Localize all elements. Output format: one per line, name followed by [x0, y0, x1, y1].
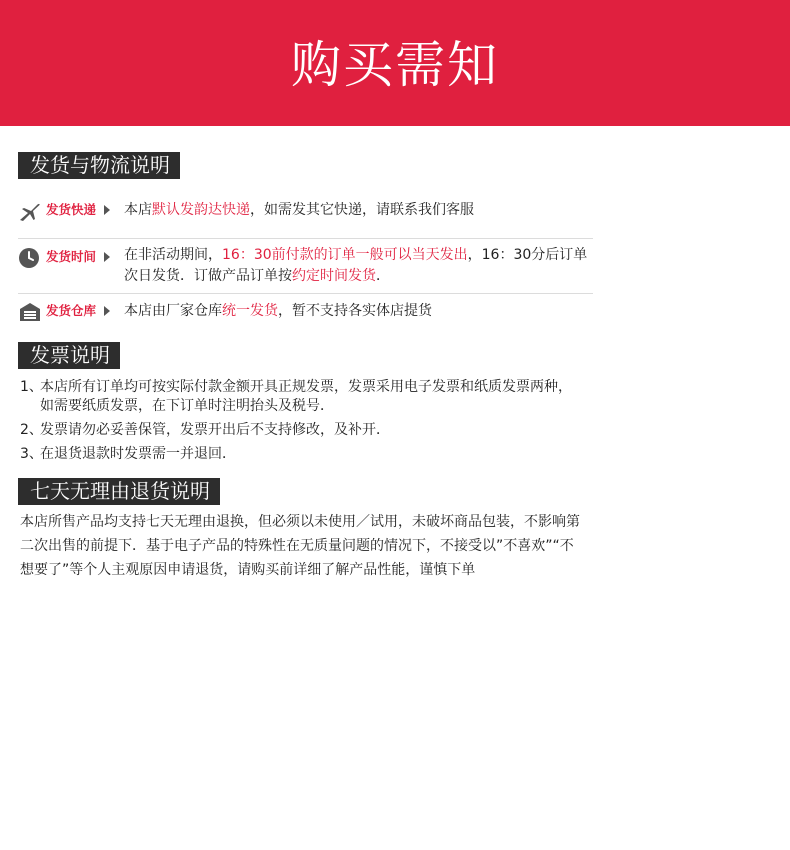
divider — [18, 293, 593, 294]
list-item: 1、 本店所有订单均可按实际付款金额开具正规发票，发票采用电子发票和纸质发票两种，如需要纸质发票，在下订单时注明抬头及税号． — [20, 379, 572, 414]
list-item: 2、 发票请勿必妥善保管，发票开出后不支持修改，及补开． — [20, 422, 390, 438]
banner — [0, 0, 790, 126]
arrow-right-icon — [104, 205, 110, 215]
section-header-shipping: 发货与物流说明 — [18, 152, 180, 179]
shipping-row-warehouse — [18, 301, 593, 331]
section-header-returns: 七天无理由退货说明 — [18, 478, 220, 505]
airplane-icon — [18, 200, 42, 224]
row-label: 发货时间 — [46, 249, 97, 264]
returns-policy-text: 本店所售产品均支持七天无理由退换，但必须以未使用／试用，未破坏商品包装，不影响第二次出售的前提下．基于电子产品的特殊性在无质量问题的情况下，不接受以”不喜欢”“不想要了”等个人主观原因申请退货，请购买前详细了解产品性能，谨慎下单 — [20, 514, 580, 578]
warehouse-icon — [18, 301, 42, 325]
shipping-row-time — [18, 245, 593, 289]
shipping-row-express — [18, 200, 593, 230]
divider — [18, 238, 593, 239]
row-text: 在非活动期间，16：30前付款的订单一般可以当天发出，16：30分后订单次日发货．订做产品订单按约定时间发货． — [124, 247, 588, 284]
page-title: 购买需知 — [291, 36, 499, 94]
row-label: 发货快递 — [46, 202, 97, 217]
arrow-right-icon — [104, 252, 110, 262]
row-label: 发货仓库 — [46, 303, 97, 318]
row-text: 本店默认发韵达快递，如需发其它快递，请联系我们客服 — [124, 202, 474, 218]
row-text: 本店由厂家仓库统一发货，暂不支持各实体店提货 — [124, 303, 432, 319]
content-panel — [0, 126, 600, 596]
section-header-invoice: 发票说明 — [18, 342, 120, 369]
list-item: 3、 在退货退款时发票需一并退回． — [20, 446, 236, 462]
clock-icon — [18, 247, 42, 271]
arrow-right-icon — [104, 306, 110, 316]
